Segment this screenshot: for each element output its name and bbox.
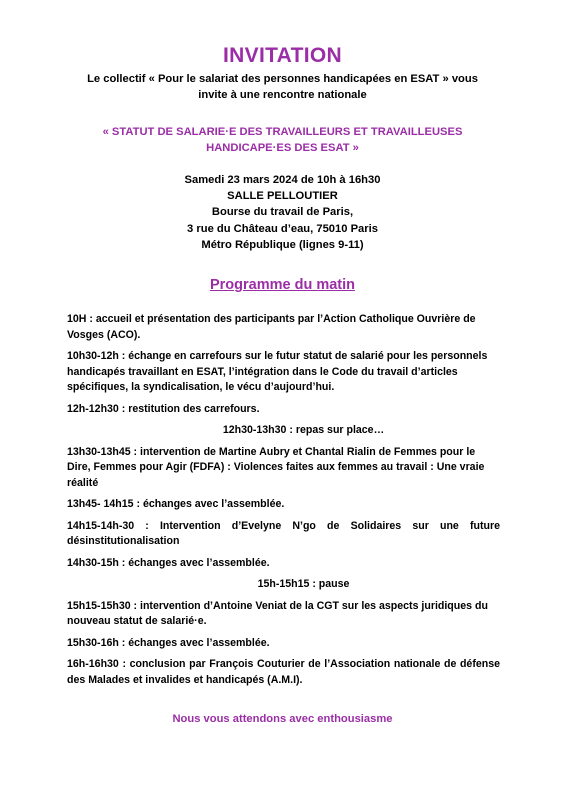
program-heading [0,276,565,294]
program-title: Programme du matin [209,277,356,293]
program-item: 12h-12h30 : restitution des carrefours. [67,402,260,415]
program-item: 10h30-12h : échange en carrefours sur le futur statut de salarié pour les personnels handicapés travaillant en ESAT, l’intégration dans le Code du travail d’articles spécifiques, la syndicalisation, le vécu d’aujourd’hui. [67,350,488,393]
closing-text: Nous vous attendons avec enthousiasme [172,713,393,725]
event-subtitle [40,124,525,156]
event-building: Bourse du travail de Paris, [211,206,354,219]
program-item: 15h30-16h : échanges avec l’assemblée. [67,636,270,649]
event-venue: SALLE PELLOUTIER [227,190,338,203]
subtitle-line-1: « STATUT DE SALARIE·E DES TRAVAILLEURS ET TRAVAILLEUSES [102,126,463,138]
program-item-break: 12h30-13h30 : repas sur place… [222,424,385,436]
intro-text [40,71,525,103]
program-item: 15h15-15h30 : intervention d’Antoine Veniat de la CGT sur les aspects juridiques du nouveau statut de salarié·e. [67,599,488,627]
subtitle-line-2: HANDICAPE·ES DES ESAT » [206,142,359,154]
program-item-break: 15h-15h15 : pause [257,578,350,590]
program-item: 14h30-15h : échanges avec l’assemblée. [67,556,270,569]
program-item: 14h15-14h-30 : Intervention d’Evelyne N’go de Solidaires sur une future désinstitutionalisation [67,519,500,547]
program-item: 13h45- 14h15 : échanges avec l’assemblée. [67,498,285,510]
program-item: 10H : accueil et présentation des participants par l’Action Catholique Ouvrière de Vosges (ACO). [67,313,476,341]
event-details [40,172,525,253]
program-list [67,312,500,694]
program-item: 13h30-13h45 : intervention de Martine Aubry et Chantal Rialin de Femmes pour le Dire, Femmes pour Agir (FDFA) : Violences faites aux femmes au travail : Une vraie réalité [67,445,485,489]
event-date: Samedi 23 mars 2024 de 10h à 16h30 [184,174,381,186]
event-address: 3 rue du Château d’eau, 75010 Paris [187,222,378,235]
page-title: INVITATION [223,44,342,67]
intro-line-1: Le collectif « Pour le salariat des personnes handicapées en ESAT » vous [87,73,478,85]
intro-line-2: invite à une rencontre nationale [198,89,367,101]
program-item: 16h-16h30 : conclusion par François Couturier de l’Association nationale de défense des Malades et invalides et handicapés (A.M.I). [67,658,500,686]
event-metro: Métro République (lignes 9-11) [201,238,364,251]
